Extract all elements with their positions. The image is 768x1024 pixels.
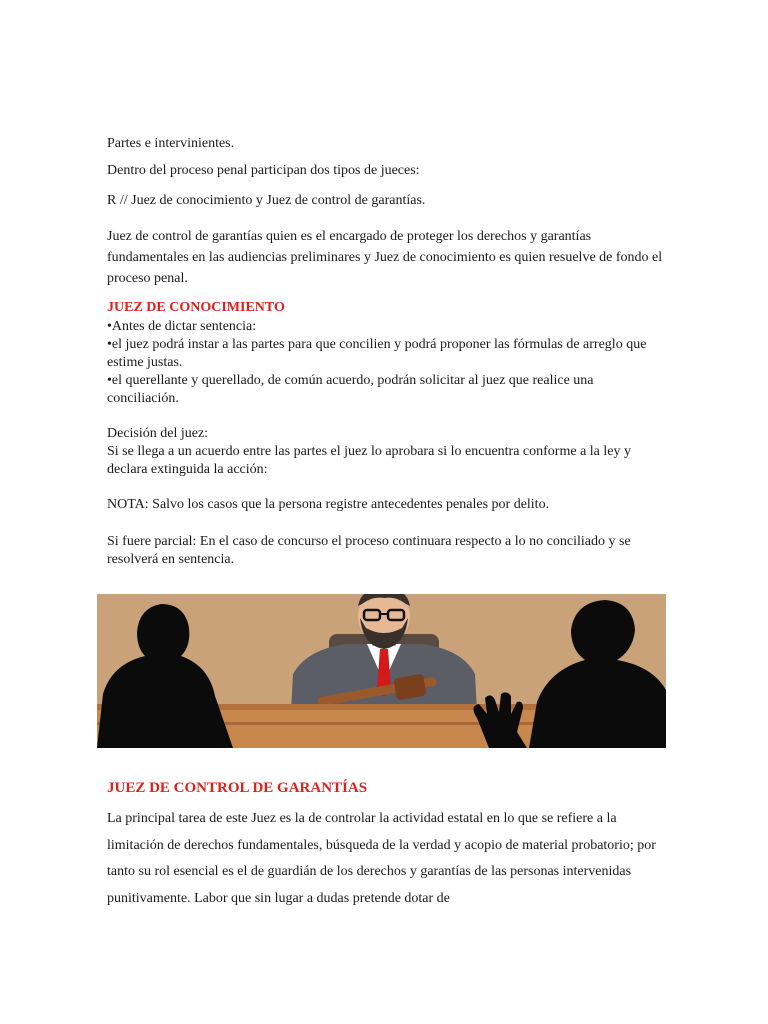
text-dentro: Dentro del proceso penal participan dos tipos de jueces: [107, 163, 420, 178]
nota-text: NOTA: Salvo los casos que la persona registre antecedentes penales por delito. [107, 497, 550, 512]
text-partes: Partes e intervinientes. [107, 136, 235, 151]
decision-text: Si se llega a un acuerdo entre las partes el juez lo aprobara si lo encuentra conforme a la ley y declara extinguida la acción: [107, 444, 631, 477]
bullet-item: •el querellante y querellado, de común acuerdo, podrán solicitar al juez que realice una conciliación. [107, 373, 594, 406]
parcial-text: Si fuere parcial: En el caso de concurso el proceso continuara respecto a lo no conciliado y se resolverá en sentencia. [107, 534, 631, 567]
heading-juez-control: JUEZ DE CONTROL DE GARANTÍAS [107, 780, 368, 796]
paragraph-juez: Juez de control de garantías quien es el encargado de proteger los derechos y garantías fundamentales en las audiencias preliminares y Juez de conocimiento es quien resuelve de fondo el proceso penal. [107, 229, 663, 286]
heading-juez-conocimiento: JUEZ DE CONOCIMIENTO [107, 300, 285, 315]
decision-label: Decisión del juez: [107, 426, 209, 441]
paragraph-control: La principal tarea de este Juez es la de controlar la actividad estatal en lo que se refiere a la limitación de derechos fundamentales, búsqueda de la verdad y acopio de material probatorio; por tanto su rol esencial es el de guardián de los derechos y garantías de las personas intervenidas punitivamente. Labor que sin lugar a dudas pretende dotar de [107, 811, 656, 906]
courtroom-judge-illustration [97, 594, 666, 748]
bullet-item: •Antes de dictar sentencia: [107, 319, 257, 334]
bullet-list [107, 318, 667, 408]
bullet-item: •el juez podrá instar a las partes para que concilien y podrá proponer las fórmulas de arreglo que estime justas. [107, 337, 647, 370]
text-respuesta: R // Juez de conocimiento y Juez de control de garantías. [107, 193, 426, 208]
